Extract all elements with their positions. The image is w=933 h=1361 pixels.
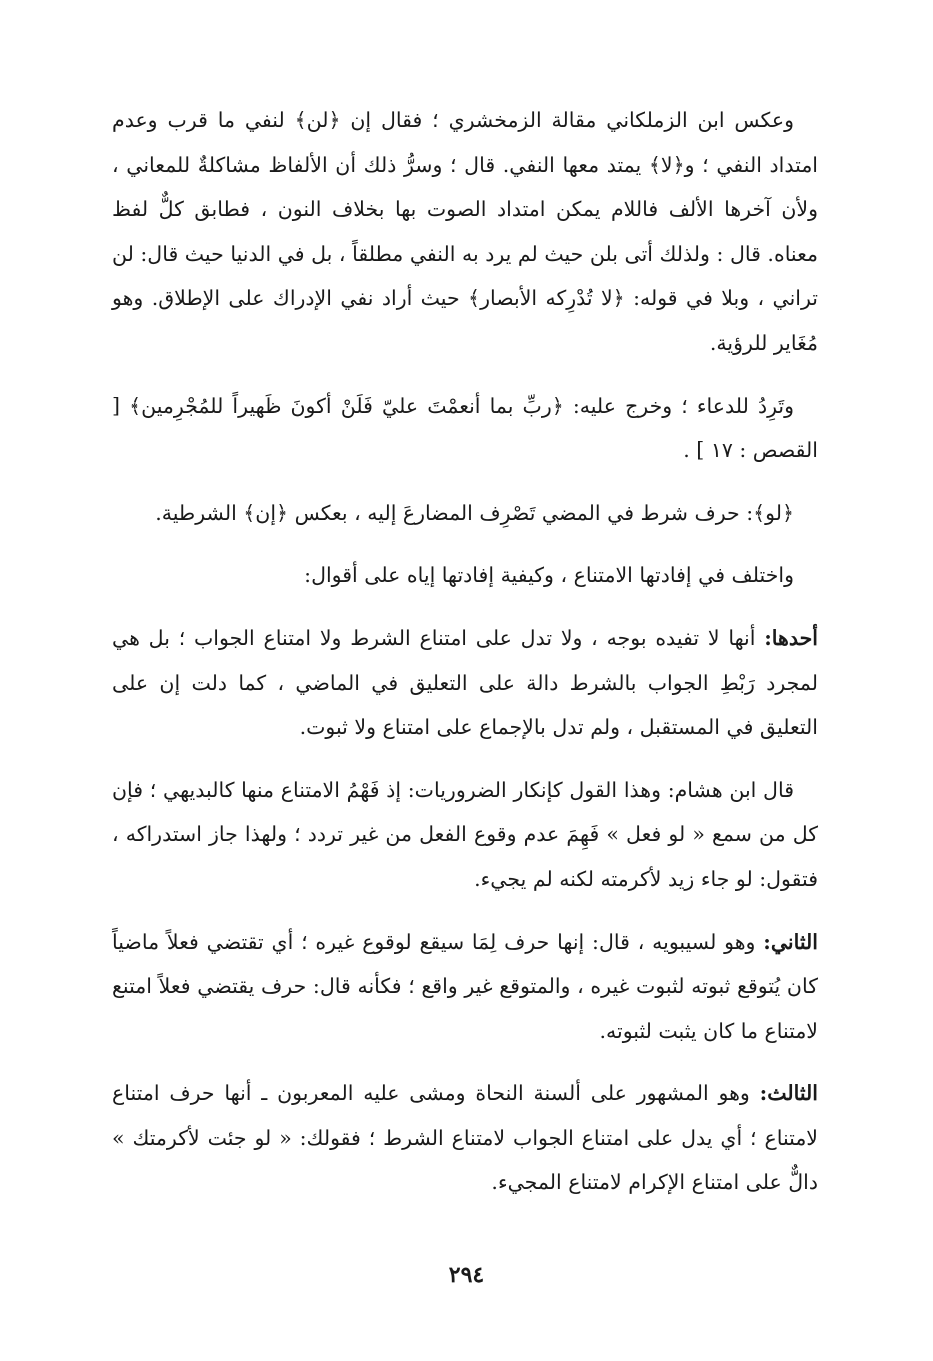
paragraph-third-opinion xyxy=(112,1071,818,1205)
paragraph-text: وعكس ابن الزملكاني مقالة الزمخشري ؛ فقال إن ﴿لن﴾ لنفي ما قرب وعدم امتداد النفي ؛ و﴿لا﴾ يمتد معها النفي. قال ؛ وسرُّ ذلك أن الألفاظ مشاكلةٌ للمعاني ، ولأن آخرها الألف فاللام يمكن امتداد الصوت بها بخلاف النون ، فطابق كلٌّ لفظ معناه. قال : ولذلك أتى بلن حيث لم يرد به النفي مطلقاً ، بل في الدنيا حيث قال: لن تراني ، وبلا في قوله: ﴿لا تُدْرِكه الأبصار﴾ حيث أراد نفي الإدراك على الإطلاق. وهو مُغَاير للرؤية. xyxy=(112,108,818,355)
paragraph-lead: الثاني: xyxy=(763,929,818,954)
paragraph-zamalkani xyxy=(112,98,818,366)
paragraph-dua xyxy=(112,384,818,473)
paragraph-lead: الثالث: xyxy=(759,1081,818,1106)
paragraph-text: واختلف في إفادتها الامتناع ، وكيفية إفادتها إياه على أقوال: xyxy=(304,563,794,588)
paragraph-text: وتَرِدُ للدعاء ؛ وخرج عليه: ﴿ربِّ بما أنعمْتَ عليّ فَلَنْ أكونَ ظَهيراً للمُجْرِمين﴾ [ القصص : ١٧ ] . xyxy=(112,393,818,463)
paragraph-text: وهو المشهور على ألسنة النحاة ومشى عليه المعربون ـ أنها حرف امتناع لامتناع ؛ أي يدل على امتناع الجواب لامتناع الشرط ؛ فقولك: « لو جئت لأكرمتك » دالٌّ على امتناع الإكرام لامتناع المجيء. xyxy=(112,1081,818,1195)
paragraph-ibn-hisham xyxy=(112,768,818,902)
paragraph-opinions-intro xyxy=(112,553,818,598)
paragraph-text: قال ابن هشام: وهذا القول كإنكار الضروريات: إذ فَهْمُ الامتناع منها كالبديهي ؛ فإن كل من سمع « لو فعل » فَهِمَ عدم وقوع الفعل من غير تردد ؛ ولهذا جاز استدراكه ، فتقول: لو جاء زيد لأكرمته لكنه لم يجيء. xyxy=(112,777,818,891)
paragraph-second-opinion xyxy=(112,920,818,1054)
paragraph-text: ﴿لو﴾: حرف شرط في المضي تَصْرِف المضارعَ إليه ، بعكس ﴿إن﴾ الشرطية. xyxy=(155,500,794,525)
paragraph-text: أنها لا تفيده بوجه ، ولا تدل على امتناع الشرط ولا امتناع الجواب ؛ بل هي لمجرد رَبْطِ الجواب بالشرط دالة على التعليق في الماضي ، كما دلت إن على التعليق في المستقبل ، ولم تدل بالإجماع على امتناع ولا ثبوت. xyxy=(112,625,818,740)
paragraph-text: وهو لسيبويه ، قال: إنها حرف لِمَا سيقع لوقوع غيره ؛ أي تقتضي فعلاً ماضياً كان يُتوقع ثبوته لثبوت غيره ، والمتوقع غير واقع ؛ فكأنه قال: حرف يقتضي فعلاً امتنع لامتناع ما كان يثبت لثبوته. xyxy=(112,929,818,1043)
paragraph-first-opinion xyxy=(112,616,818,750)
paragraph-law-definition xyxy=(112,491,818,536)
page-body xyxy=(112,98,818,1223)
page-number: ٢٩٤ xyxy=(448,1262,485,1288)
paragraph-lead: أحدها: xyxy=(764,625,818,650)
